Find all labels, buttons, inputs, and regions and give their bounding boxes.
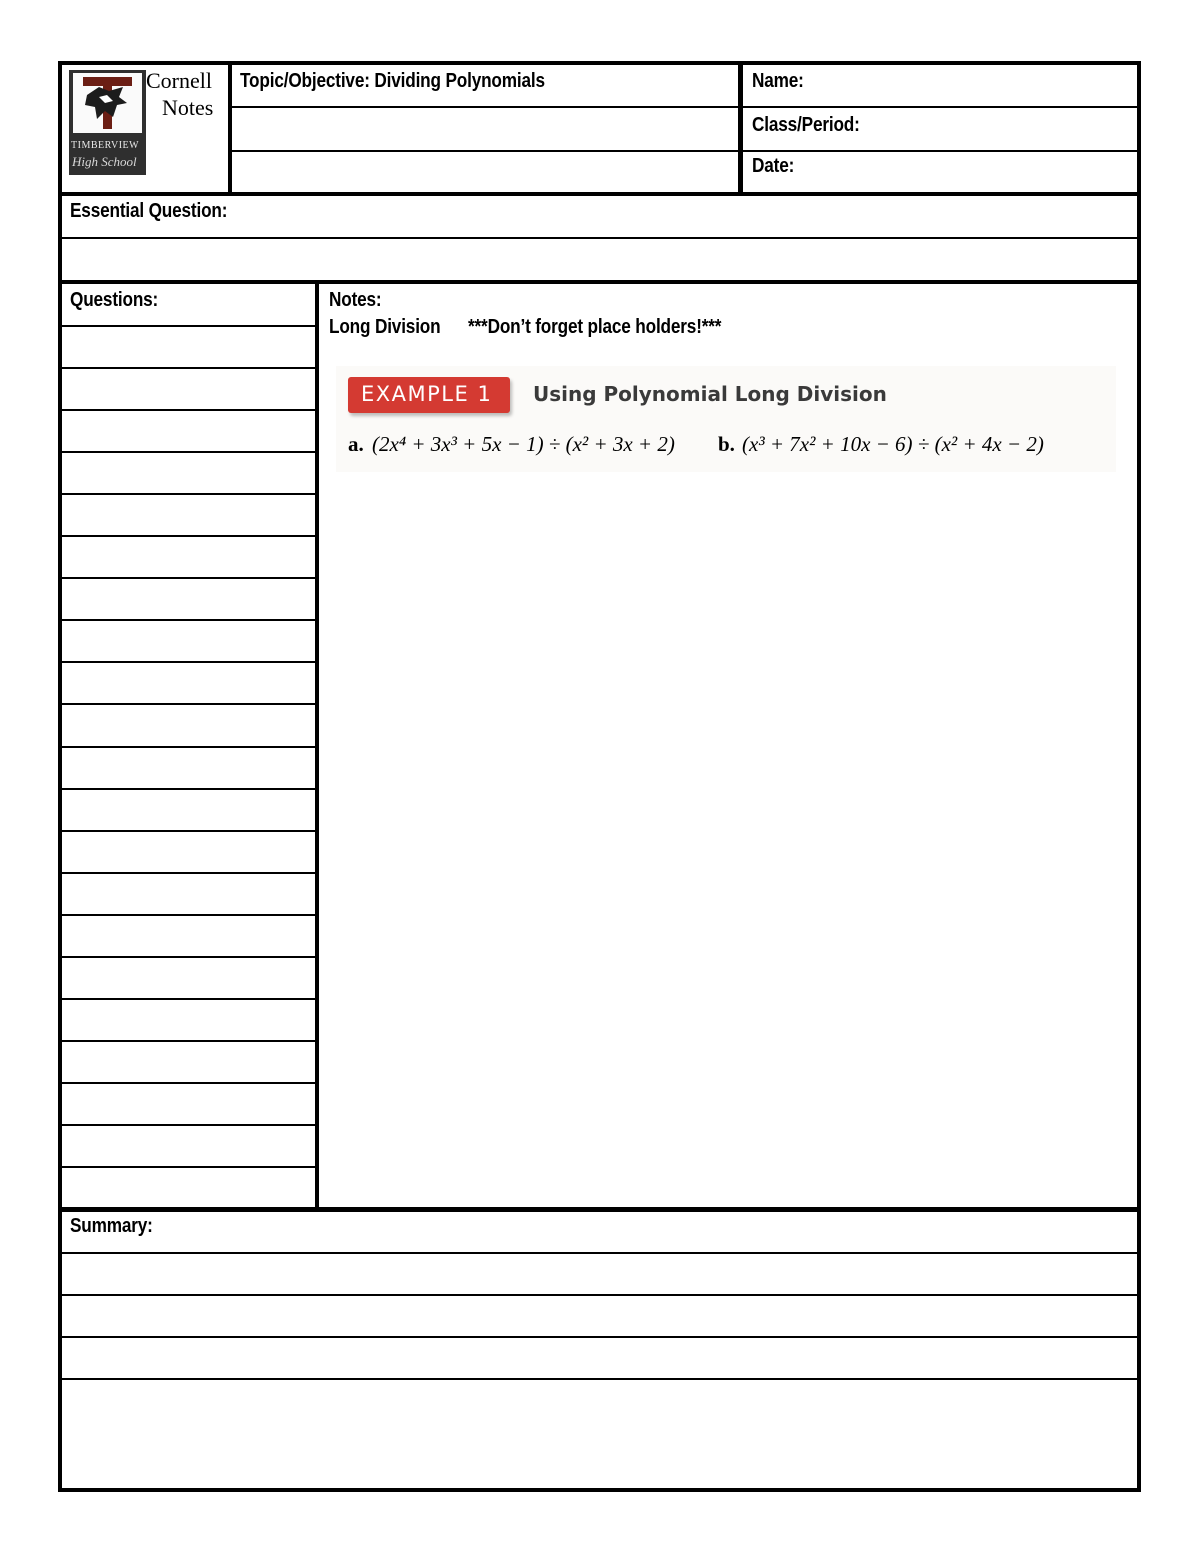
essential-question-line — [58, 237, 1141, 239]
question-line — [60, 914, 315, 916]
topic-line-2 — [232, 150, 738, 152]
question-line — [60, 1082, 315, 1084]
example-part-b: (x³ + 7x² + 10x − 6) ÷ (x² + 4x − 2) — [742, 432, 1044, 456]
question-line — [60, 325, 315, 327]
essential-bottom-rule — [58, 280, 1141, 284]
header-bottom-rule — [58, 192, 1141, 196]
cornell-title-line2: Notes — [162, 95, 214, 120]
example-part-a: (2x⁴ + 3x³ + 5x − 1) ÷ (x² + 3x + 2) — [372, 432, 675, 456]
questions-label: Questions: — [70, 289, 159, 311]
notes-placeholder-reminder: ***Don’t forget place holders!*** — [468, 316, 722, 338]
example-part-b-label: b. — [718, 432, 735, 456]
topic-line-1 — [232, 106, 738, 108]
example-badge — [348, 377, 510, 413]
example-title: Using Polynomial Long Division — [533, 382, 887, 406]
class-period-label: Class/Period: — [752, 114, 860, 136]
example-part-a-label: a. — [348, 432, 364, 456]
notes-label: Notes: — [329, 289, 382, 311]
question-line — [60, 872, 315, 874]
wolf-t-icon — [73, 73, 142, 133]
essential-question-label: Essential Question: — [70, 200, 228, 222]
summary-top-rule — [58, 1207, 1141, 1212]
topic-objective-label: Topic/Objective: Dividing Polynomials — [240, 70, 545, 92]
logo-emblem — [73, 73, 142, 133]
question-line — [60, 998, 315, 1000]
date-label: Date: — [752, 155, 795, 177]
summary-label: Summary: — [70, 1215, 153, 1237]
question-line — [60, 577, 315, 579]
summary-line-3 — [58, 1336, 1141, 1338]
question-line — [60, 746, 315, 748]
question-line — [60, 1040, 315, 1042]
questions-notes-divider — [315, 282, 319, 1210]
question-line — [60, 1124, 315, 1126]
name-label: Name: — [752, 70, 804, 92]
name-line — [743, 106, 1139, 108]
summary-line-4 — [58, 1378, 1141, 1380]
question-line — [60, 535, 315, 537]
header-divider-name — [738, 61, 743, 195]
logo-school-sub: High School — [72, 154, 137, 169]
header-divider-logo — [228, 61, 232, 195]
class-line — [743, 150, 1139, 152]
question-line — [60, 493, 315, 495]
cornell-notes-frame — [58, 61, 1141, 1492]
question-line — [60, 830, 315, 832]
school-logo — [69, 70, 146, 175]
example-badge-text: EXAMPLE 1 — [361, 382, 493, 406]
question-line — [60, 661, 315, 663]
logo-school-name: TIMBERVIEW — [71, 140, 140, 151]
question-line — [60, 1166, 315, 1168]
question-line — [60, 956, 315, 958]
question-line — [60, 367, 315, 369]
summary-line-2 — [58, 1294, 1141, 1296]
question-line — [60, 619, 315, 621]
example-block — [336, 366, 1116, 472]
question-line — [60, 409, 315, 411]
summary-line-1 — [58, 1252, 1141, 1254]
notes-long-division: Long Division — [329, 316, 441, 338]
cornell-title-line1: Cornell — [146, 68, 212, 93]
question-line — [60, 788, 315, 790]
question-line — [60, 451, 315, 453]
question-line — [60, 703, 315, 705]
